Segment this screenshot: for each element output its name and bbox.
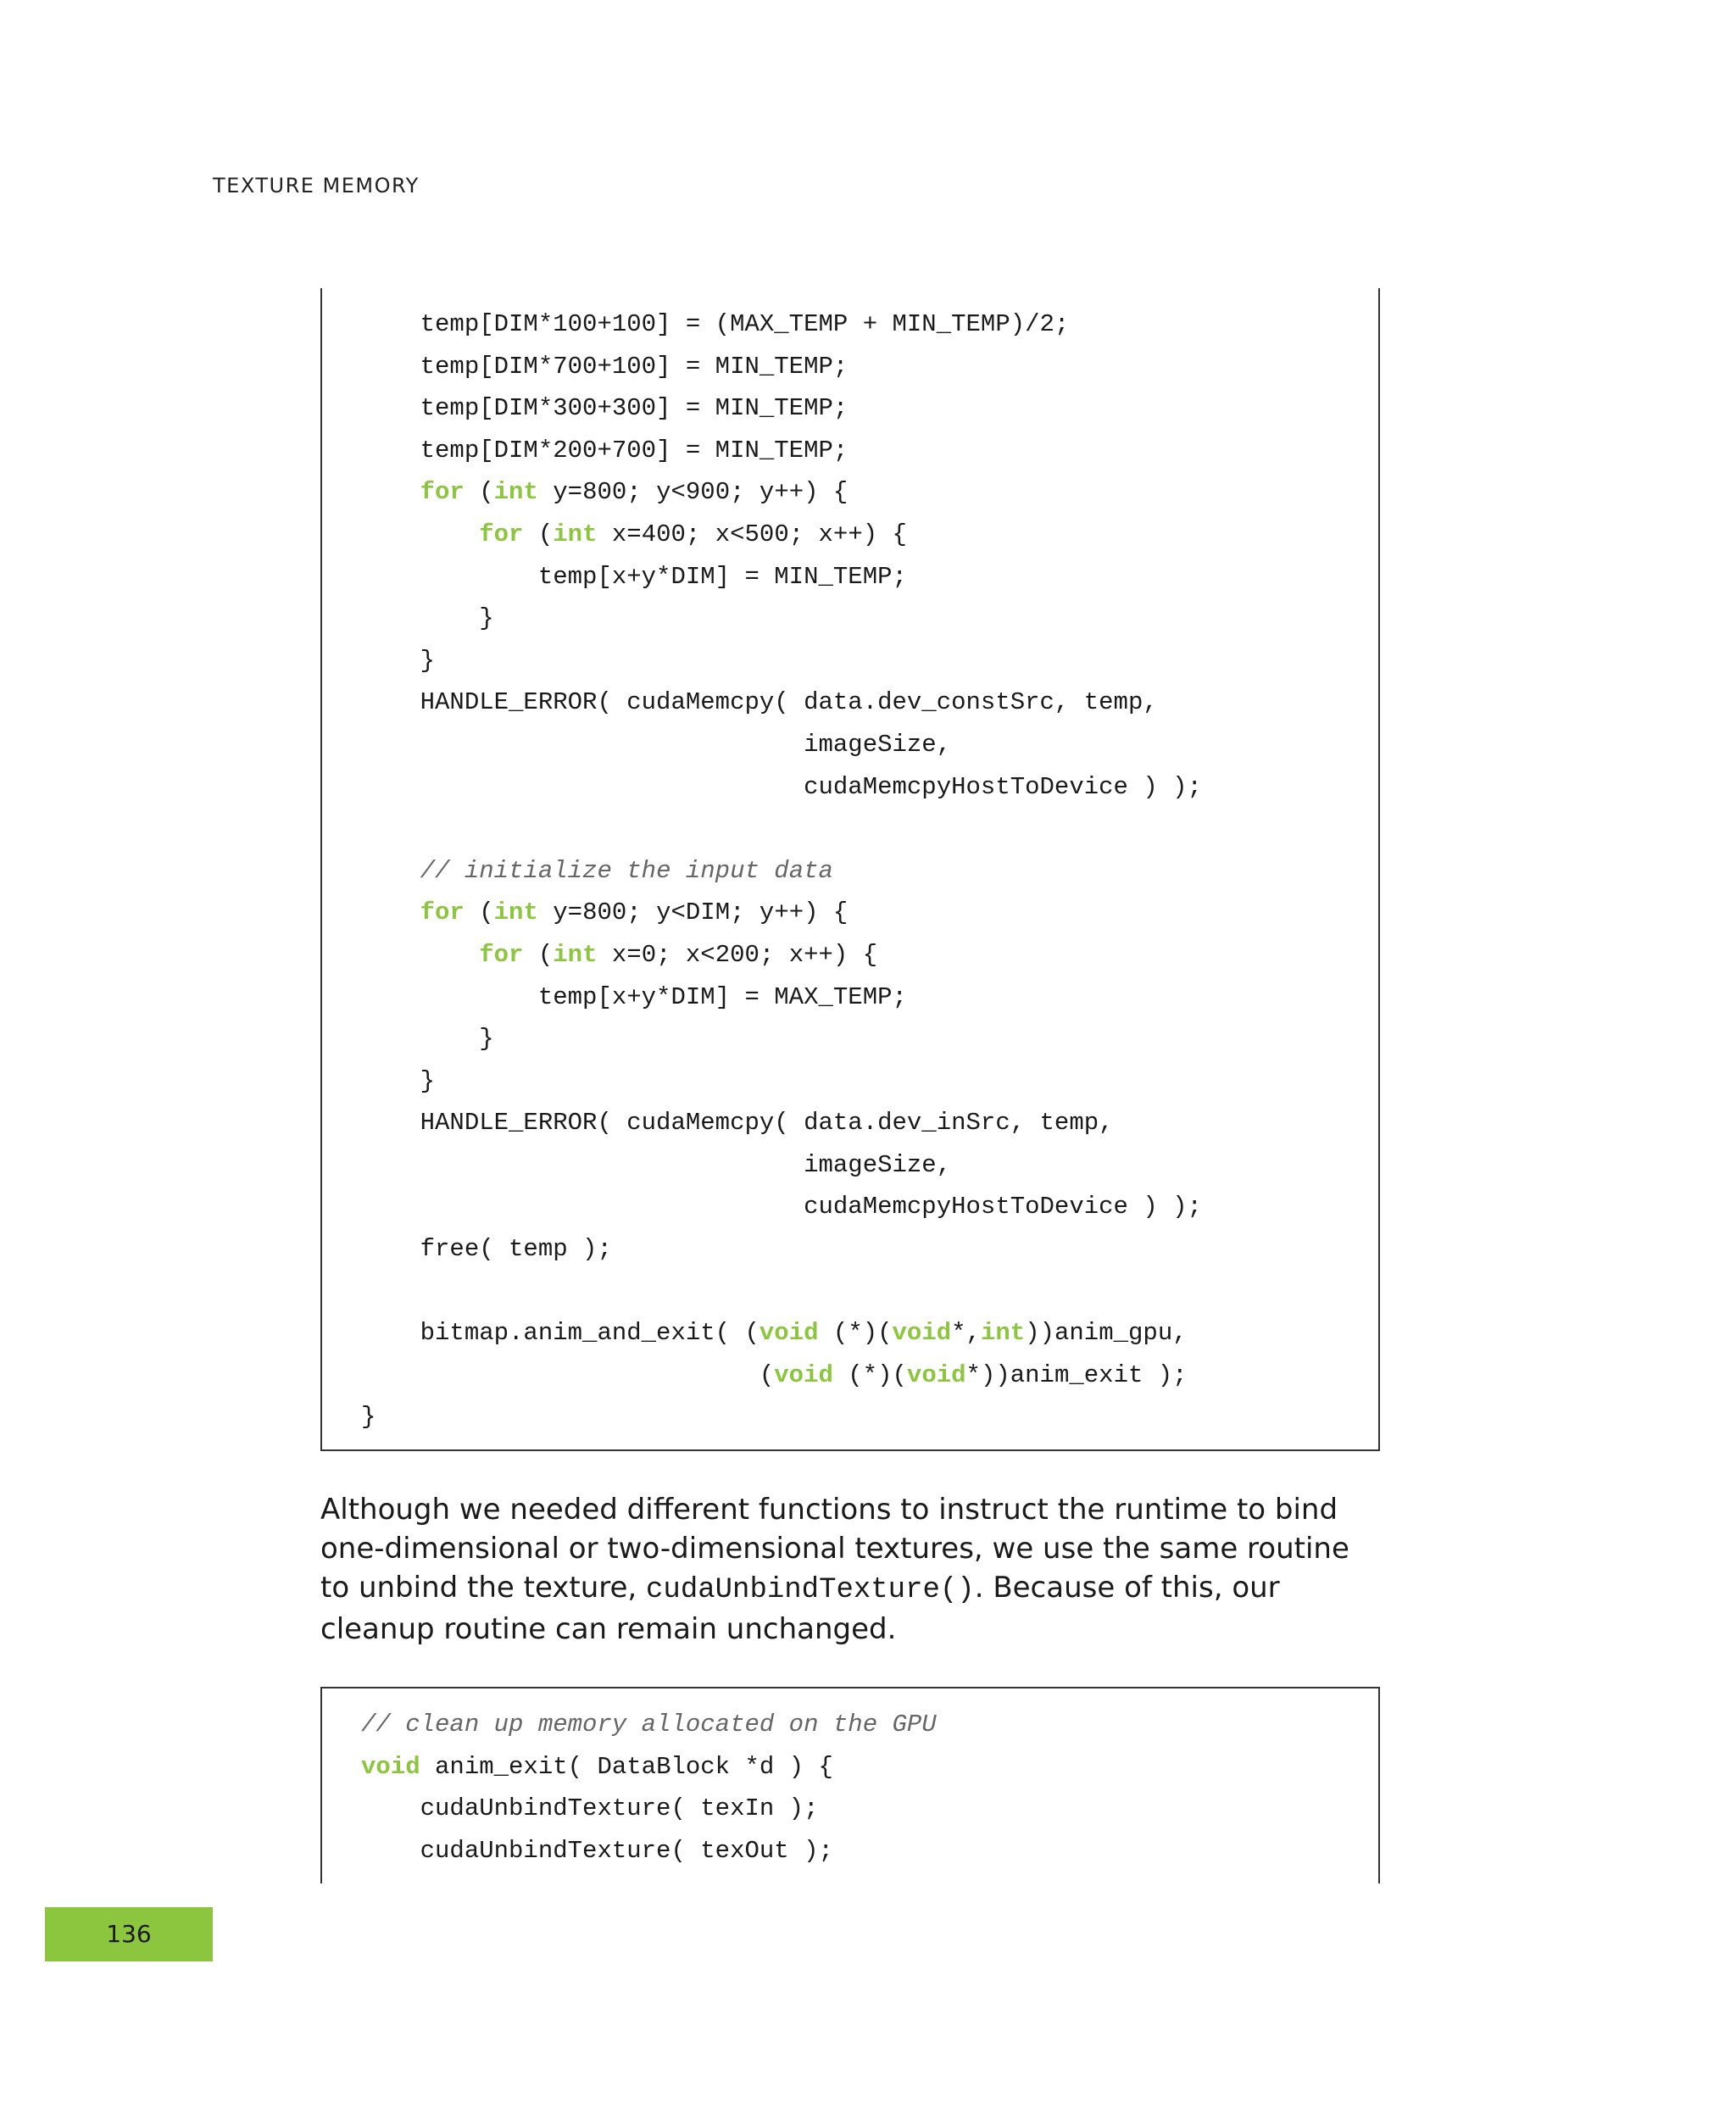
code-token: (*)(: [832, 1360, 907, 1389]
body-paragraph: [320, 1490, 1380, 1649]
code-token: temp[DIM*700+100] = MIN_TEMP;: [361, 352, 849, 381]
code-listing-init: [320, 288, 1380, 1451]
code-token: cudaMemcpyHostToDevice ) );: [361, 1193, 1202, 1221]
code-token: (: [361, 1360, 775, 1389]
code-keyword: for: [479, 940, 524, 969]
code-token: }: [361, 1025, 494, 1054]
code-token: [361, 520, 479, 548]
code-token: (: [464, 898, 494, 927]
code-comment: // clean up memory allocated on the GPU: [361, 1711, 937, 1738]
running-head: TEXTURE MEMORY: [213, 174, 420, 197]
code-keyword: int: [553, 940, 598, 969]
code-token: (*)(: [818, 1319, 893, 1348]
code-token: [361, 898, 420, 926]
code-line: [361, 1704, 937, 1746]
code-token: (: [464, 478, 494, 507]
code-keyword: void: [906, 1360, 966, 1389]
code-keyword: for: [420, 898, 465, 927]
code-line: [361, 387, 1202, 430]
code-comment: // initialize the input data: [420, 856, 833, 885]
inline-code-cudaUnbindTexture: cudaUnbindTexture(): [646, 1574, 975, 1606]
code-line: [361, 1102, 1202, 1144]
code-token: y=800; y<900; y++) {: [537, 478, 849, 507]
code-line: [361, 1396, 1202, 1438]
code-keyword: int: [553, 520, 598, 548]
code-token: (: [523, 520, 554, 548]
code-token: cudaUnbindTexture( texOut );: [361, 1836, 833, 1865]
code-token: *))anim_exit );: [965, 1360, 1188, 1389]
code-token: x=0; x<200; x++) {: [597, 940, 878, 969]
code-token: *,: [951, 1319, 981, 1348]
code-token: temp[DIM*100+100] = (MAX_TEMP + MIN_TEMP)/2;: [361, 310, 1070, 338]
code-line: [361, 681, 1202, 724]
code-line: [361, 1060, 1202, 1103]
code-token: temp[DIM*200+700] = MIN_TEMP;: [361, 436, 849, 465]
code-text: [361, 1704, 937, 1872]
code-token: cudaMemcpyHostToDevice ) );: [361, 772, 1202, 801]
code-line: [361, 1830, 937, 1872]
code-token: y=800; y<DIM; y++) {: [537, 898, 849, 927]
code-token: HANDLE_ERROR( cudaMemcpy( data.dev_inSrc, temp,: [361, 1109, 1114, 1138]
code-line: [361, 1228, 1202, 1271]
paragraph-text-after: . Because of this, our cleanup routine can remain unchanged.: [320, 1571, 1280, 1646]
code-token: }: [361, 604, 494, 633]
code-keyword: for: [479, 520, 524, 548]
code-token: temp[x+y*DIM] = MIN_TEMP;: [361, 562, 907, 591]
code-line: [361, 1186, 1202, 1228]
code-line: [361, 346, 1202, 388]
code-token: (: [523, 940, 554, 969]
code-token: bitmap.anim_and_exit( (: [361, 1319, 760, 1348]
code-token: [361, 857, 420, 885]
code-text: [361, 303, 1202, 1438]
code-line: [361, 1312, 1202, 1355]
code-token: }: [361, 1403, 376, 1432]
page-number: 136: [106, 1920, 152, 1948]
paragraph-text-before: Although we needed different functions to instruct the runtime to bind one-dimensional or two-dimensional textures, we use the same routine to unbind the texture,: [320, 1493, 1349, 1605]
code-line: [361, 640, 1202, 682]
code-line: [361, 1018, 1202, 1060]
code-token: imageSize,: [361, 1150, 952, 1179]
code-token: [361, 478, 420, 506]
code-line: [361, 808, 1202, 850]
code-token: [361, 941, 479, 969]
code-line: [361, 1271, 1202, 1313]
code-keyword: void: [892, 1319, 952, 1348]
code-line: [361, 471, 1202, 514]
code-token: }: [361, 1066, 436, 1095]
code-listing-anim-exit: [320, 1687, 1380, 1883]
code-line: [361, 766, 1202, 809]
page-number-tab: [45, 1907, 213, 1961]
code-keyword: int: [980, 1319, 1026, 1348]
code-line: [361, 1144, 1202, 1187]
code-line: [361, 850, 1202, 893]
code-line: [361, 1746, 937, 1789]
code-token: anim_exit( DataBlock *d ) {: [420, 1752, 833, 1781]
code-keyword: int: [493, 478, 538, 507]
code-line: [361, 598, 1202, 640]
code-token: HANDLE_ERROR( cudaMemcpy( data.dev_constSrc, temp,: [361, 688, 1158, 717]
code-keyword: for: [420, 478, 465, 507]
code-token: imageSize,: [361, 730, 952, 759]
code-line: [361, 724, 1202, 766]
code-line: [361, 1788, 937, 1830]
code-line: [361, 303, 1202, 346]
code-token: ))anim_gpu,: [1025, 1319, 1188, 1348]
code-keyword: void: [759, 1319, 819, 1348]
code-token: x=400; x<500; x++) {: [597, 520, 907, 548]
code-line: [361, 514, 1202, 556]
code-line: [361, 976, 1202, 1019]
code-line: [361, 1355, 1202, 1397]
code-line: [361, 934, 1202, 976]
code-token: free( temp );: [361, 1235, 612, 1264]
code-keyword: void: [774, 1360, 833, 1389]
code-token: cudaUnbindTexture( texIn );: [361, 1794, 819, 1823]
code-line: [361, 430, 1202, 472]
code-line: [361, 892, 1202, 934]
code-token: temp[x+y*DIM] = MAX_TEMP;: [361, 982, 907, 1011]
code-token: }: [361, 646, 436, 675]
code-keyword: void: [361, 1752, 420, 1781]
code-token: temp[DIM*300+300] = MIN_TEMP;: [361, 394, 849, 423]
code-line: [361, 556, 1202, 598]
code-keyword: int: [493, 898, 538, 927]
